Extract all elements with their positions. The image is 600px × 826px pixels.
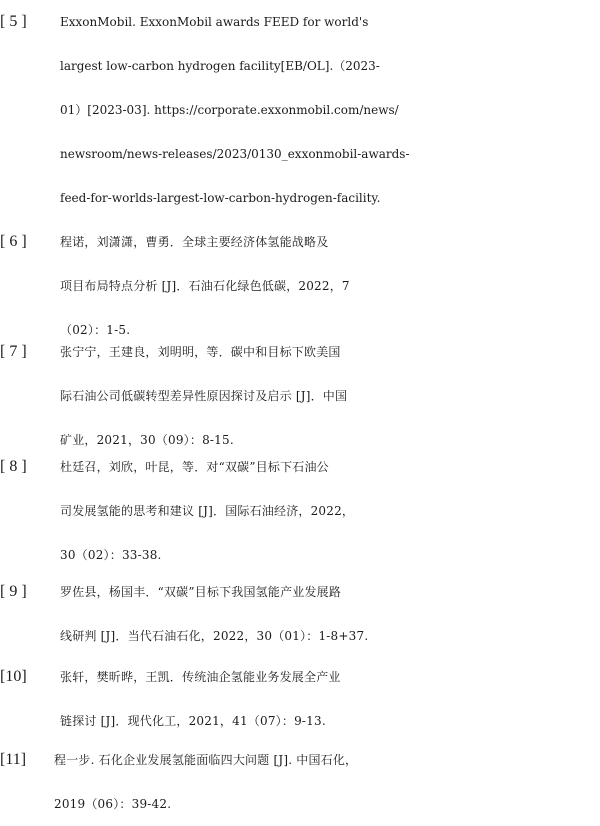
reference-line: ExxonMobil. ExxonMobil awards FEED for world's (60, 15, 369, 29)
reference-number: [ 5 ] (0, 13, 27, 30)
reference-line: 01）[2023-03]. https://corporate.exxonmobil.com/news/ (60, 103, 399, 117)
reference-line: 际石油公司低碳转型差异性原因探讨及启示 [J]．中国 (60, 389, 348, 403)
reference-number: [ 6 ] (0, 233, 27, 250)
reference-line: 程一步. 石化企业发展氢能面临四大问题 [J]. 中国石化， (54, 753, 358, 767)
reference-text (60, 0, 600, 220)
reference-text (60, 330, 600, 462)
reference-line: newsroom/news-releases/2023/0130_exxonmobil-awards- (60, 147, 410, 161)
reference-number: [11] (0, 751, 27, 768)
reference-line: 30（02）：33-38. (60, 548, 162, 562)
reference-line: 链探讨 [J]．现代化工，2021，41（07）：9-13. (60, 714, 326, 728)
reference-text (54, 738, 594, 826)
reference-number: [ 9 ] (0, 583, 27, 600)
reference-line: 程诺，刘潇潇，曹勇．全球主要经济体氢能战略及 (60, 235, 329, 249)
reference-line: 项目布局特点分析 [J]．石油石化绿色低碳，2022，7 (60, 279, 350, 293)
reference-line: 矿业，2021，30（09）：8-15. (60, 433, 234, 447)
reference-number: [ 7 ] (0, 343, 27, 360)
reference-text (60, 655, 600, 743)
reference-line: 2019（06）：39-42. (54, 797, 172, 811)
reference-line: feed-for-worlds-largest-low-carbon-hydrogen-facility. (60, 191, 381, 205)
reference-line: （02）：1-5. (60, 323, 131, 337)
reference-number: [10] (0, 668, 27, 685)
reference-text (60, 445, 600, 577)
reference-number: [ 8 ] (0, 458, 27, 475)
reference-line: 杜廷召，刘欣，叶昆，等．对“双碳”目标下石油公 (60, 460, 329, 474)
reference-line: 张轩，樊昕晔，王凯．传统油企氢能业务发展全产业 (60, 670, 341, 684)
reference-line: 罗佐县，杨国丰．“双碳”目标下我国氢能产业发展路 (60, 585, 342, 599)
reference-line: 司发展氢能的思考和建议 [J]．国际石油经济，2022， (60, 504, 355, 518)
reference-line: largest low-carbon hydrogen facility[EB/OL].（2023- (60, 59, 380, 73)
reference-line: 线研判 [J]．当代石油石化，2022，30（01）：1-8+37. (60, 629, 369, 643)
reference-line: 张宁宁，王建良，刘明明，等．碳中和目标下欧美国 (60, 345, 341, 359)
reference-text (60, 570, 600, 658)
